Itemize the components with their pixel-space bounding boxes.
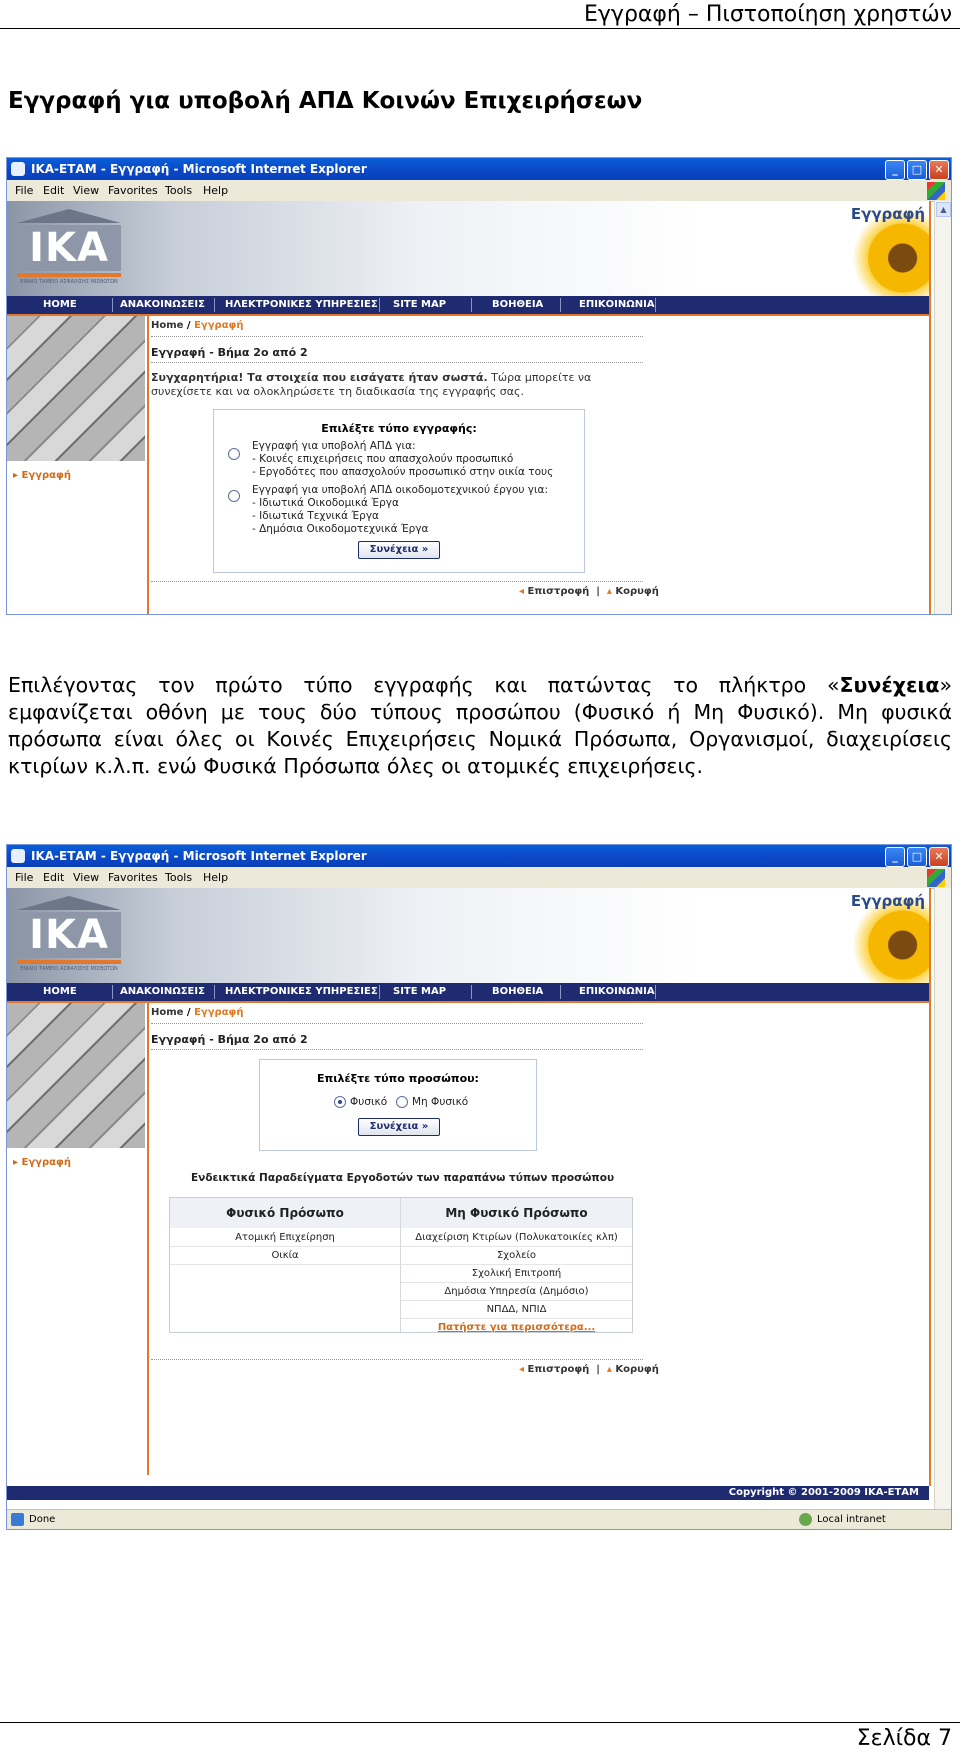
right-border: [929, 888, 931, 1486]
logo-stripe: [17, 273, 121, 277]
success-message-rest: Τώρα μπορείτε να συνεχίσετε και να ολοκληρώσετε τη διαδικασία της εγγραφής σας.: [151, 371, 592, 398]
copyright-bar: [7, 1486, 929, 1500]
nav-site-map[interactable]: SITE MAP: [393, 299, 447, 310]
side-link-registration[interactable]: ▸ Εγγραφή: [13, 470, 71, 481]
nav-help[interactable]: ΒΟΗΘΕΙΑ: [492, 299, 544, 310]
logo-text: IKA: [17, 225, 121, 271]
body-paragraph: Επιλέγοντας τον πρώτο τύπο εγγραφής και πατώντας το πλήκτρο «Συνέχεια» εμφανίζεται οθόνη με τους δύο τύπους προσώπου (Φυσικό ή Μη Φυσικό). Μη φυσικά πρόσωπα είναι όλες οι Κοινές Επιχειρήσεις Νομικά Πρόσωπα, Οργανισμοί, διαχειρίσεις κτιρίων κ.λ.π. ενώ Φυσικά Πρόσωπα όλες οι ατομικές επιχειρήσεις.: [8, 673, 952, 778]
title-bar: [7, 158, 951, 180]
menu-view[interactable]: View: [73, 871, 100, 884]
side-link-label: Εγγραφή: [21, 1157, 71, 1168]
more-link[interactable]: Πατήστε για περισσότερα...: [437, 1322, 596, 1333]
breadcrumb-current: Εγγραφή: [194, 320, 244, 331]
success-message: [151, 371, 651, 399]
menu-favorites[interactable]: Favorites: [108, 184, 158, 197]
divider: [151, 362, 643, 363]
right-border: [929, 201, 931, 614]
close-button[interactable]: ✕: [929, 847, 949, 867]
copyright-text: Copyright © 2001-2009 ΙΚΑ-ΕΤΑΜ: [728, 1487, 919, 1498]
minimize-button[interactable]: _: [885, 847, 905, 867]
window-title: ΙΚΑ-ΕΤΑΜ - Εγγραφή - Microsoft Internet Explorer: [31, 849, 367, 863]
menu-file[interactable]: File: [15, 871, 34, 884]
window-title: ΙΚΑ-ΕΤΑΜ - Εγγραφή - Microsoft Internet Explorer: [31, 162, 367, 176]
nav-home[interactable]: HOME: [43, 299, 77, 310]
breadcrumb-current: Εγγραφή: [194, 1007, 244, 1018]
divider: [151, 581, 643, 582]
registration-type-radio-2[interactable]: [228, 490, 240, 502]
table-cell: Οικία: [170, 1247, 400, 1265]
table-cell: Σχολική Επιτροπή: [401, 1265, 632, 1283]
page-done-icon: [11, 1513, 24, 1526]
footer-rule: [0, 1722, 960, 1723]
ie-app-icon: [11, 162, 25, 176]
person-type-label: Επιλέξτε τύπο προσώπου:: [317, 1072, 479, 1085]
menu-tools[interactable]: Tools: [165, 871, 193, 884]
logo-stripe: [17, 960, 121, 964]
ie-app-icon: [11, 849, 25, 863]
table-cell: Ατομική Επιχείρηση: [170, 1229, 400, 1247]
back-arrow-icon: ◂: [519, 1364, 525, 1375]
examples-title: Ενδεικτικά Παραδείγματα Εργοδοτών των παραπάνω τύπων προσώπου: [191, 1172, 615, 1184]
close-button[interactable]: ✕: [929, 160, 949, 180]
divider: [151, 336, 643, 337]
divider: [151, 1359, 643, 1360]
intranet-zone-icon: [799, 1513, 812, 1526]
keyboard-image: [7, 1003, 145, 1148]
maximize-button[interactable]: □: [907, 160, 927, 180]
menu-bar: [7, 180, 951, 202]
menu-view[interactable]: View: [73, 184, 100, 197]
menu-edit[interactable]: Edit: [43, 871, 65, 884]
title-bar: [7, 845, 951, 867]
browser-window-2: [6, 844, 952, 1530]
side-link-registration[interactable]: ▸ Εγγραφή: [13, 1157, 71, 1168]
document-header-text: Εγγραφή – Πιστοποίηση χρηστών: [584, 2, 952, 27]
vertical-scrollbar[interactable]: [934, 201, 951, 614]
continue-button[interactable]: Συνέχεια »: [358, 1118, 440, 1136]
breadcrumb: Home / Εγγραφή: [151, 320, 244, 331]
menu-favorites[interactable]: Favorites: [108, 871, 158, 884]
physical-person-label: Φυσικό: [350, 1096, 388, 1108]
divider: [151, 1049, 643, 1050]
nav-home[interactable]: HOME: [43, 986, 77, 997]
keyboard-image: [7, 316, 145, 461]
step-title: Εγγραφή - Βήμα 2ο από 2: [151, 1033, 308, 1046]
physical-person-radio[interactable]: [334, 1096, 346, 1108]
continue-keyword: Συνέχεια: [839, 673, 940, 697]
back-link[interactable]: ◂ Επιστροφή: [519, 586, 590, 597]
table-cell: Δημόσια Υπηρεσία (Δημόσιο): [401, 1283, 632, 1301]
breadcrumb-home[interactable]: Home: [151, 320, 184, 331]
windows-logo-icon: [927, 869, 945, 887]
header-title: Εγγραφή: [850, 892, 925, 910]
top-link[interactable]: ▴ Κορυφή: [606, 586, 659, 597]
side-link-label: Εγγραφή: [21, 470, 71, 481]
status-bar: [7, 1509, 951, 1529]
site-navbar: [7, 983, 929, 1003]
sidebar-divider: [147, 1003, 149, 1475]
logo-roof-icon: [17, 896, 121, 910]
top-link[interactable]: ▴ Κορυφή: [606, 1364, 659, 1375]
table-cell: Σχολείο: [401, 1247, 632, 1265]
registration-option-1: Εγγραφή για υποβολή ΑΠΔ για: - Κοινές επιχειρήσεις που απασχολούν προσωπικό - Εργοδότες που απασχολούν προσωπικό στην οικία τους: [252, 440, 554, 478]
success-message-bold: Συγχαρητήρια! Τα στοιχεία που εισάγατε ήταν σωστά.: [151, 371, 488, 384]
nav-site-map[interactable]: SITE MAP: [393, 986, 447, 997]
breadcrumb-home[interactable]: Home: [151, 1007, 184, 1018]
nonphysical-person-label: Μη Φυσικό: [412, 1096, 469, 1108]
scroll-up-icon[interactable]: ▲: [936, 202, 951, 217]
menu-tools[interactable]: Tools: [165, 184, 193, 197]
nav-help[interactable]: ΒΟΗΘΕΙΑ: [492, 986, 544, 997]
status-done: Done: [29, 1514, 56, 1525]
page-number: Σελίδα 7: [856, 1726, 952, 1751]
nav-e-services[interactable]: ΗΛΕΚΤΡΟΝΙΚΕΣ ΥΠΗΡΕΣΙΕΣ: [225, 299, 378, 310]
nonphysical-person-radio[interactable]: [396, 1096, 408, 1108]
registration-type-box: [213, 409, 585, 573]
column-header-nonphysical: Μη Φυσικό Πρόσωπο: [401, 1198, 632, 1228]
menu-help[interactable]: Help: [203, 871, 229, 884]
column-header-physical: Φυσικό Πρόσωπο: [170, 1198, 400, 1228]
nav-contact[interactable]: ΕΠΙΚΟΙΝΩΝΙΑ: [579, 299, 655, 310]
sidebar-divider: [147, 316, 149, 614]
breadcrumb: Home / Εγγραφή: [151, 1007, 244, 1018]
person-type-box: [259, 1059, 537, 1151]
registration-option-2: Εγγραφή για υποβολή ΑΠΔ οικοδομοτεχνικού έργου για: - Ιδιωτικά Οικοδομικά Έργα - Ιδιωτικά Τεχνικά Έργα - Δημόσια Οικοδομοτεχνικά Έργα: [252, 484, 549, 535]
logo-subtitle: ΕΝΙΑΙΟ ΤΑΜΕΙΟ ΑΣΦΑΛΙΣΗΣ ΜΙΣΘΩΤΩΝ: [20, 966, 118, 972]
header-title: Εγγραφή: [850, 205, 925, 223]
minimize-button[interactable]: _: [885, 160, 905, 180]
back-arrow-icon: ◂: [519, 586, 525, 597]
document-title: Εγγραφή για υποβολή ΑΠΔ Κοινών Επιχειρήσεων: [8, 88, 643, 114]
site-header: [7, 888, 929, 983]
menu-edit[interactable]: Edit: [43, 184, 65, 197]
up-arrow-icon: ▴: [606, 586, 612, 597]
menu-help[interactable]: Help: [203, 184, 229, 197]
examples-table: [169, 1197, 633, 1333]
nav-announcements[interactable]: ΑΝΑΚΟΙΝΩΣΕΙΣ: [120, 299, 205, 310]
menu-bar: [7, 867, 951, 889]
up-arrow-icon: ▴: [606, 1364, 612, 1375]
document-header: [0, 0, 960, 29]
table-cell: Διαχείριση Κτιρίων (Πολυκατοικίες κλπ): [401, 1229, 632, 1247]
browser-window-1: [6, 157, 952, 615]
site-header: [7, 201, 929, 296]
table-cell: ΝΠΔΔ, ΝΠΙΔ: [401, 1301, 632, 1319]
registration-type-radio-1[interactable]: [228, 448, 240, 460]
ika-logo[interactable]: [15, 209, 123, 287]
continue-button[interactable]: Συνέχεια »: [358, 541, 440, 559]
status-zone: Local intranet: [817, 1514, 886, 1525]
vertical-scrollbar[interactable]: [934, 888, 951, 1510]
nav-e-services[interactable]: ΗΛΕΚΤΡΟΝΙΚΕΣ ΥΠΗΡΕΣΙΕΣ: [225, 986, 378, 997]
ika-logo[interactable]: [15, 896, 123, 974]
page-footer-links: ◂ Επιστροφή | ▴ Κορυφή: [519, 1364, 659, 1375]
site-navbar: [7, 296, 929, 316]
divider: [151, 1023, 643, 1024]
back-link[interactable]: ◂ Επιστροφή: [519, 1364, 590, 1375]
logo-subtitle: ΕΝΙΑΙΟ ΤΑΜΕΙΟ ΑΣΦΑΛΙΣΗΣ ΜΙΣΘΩΤΩΝ: [20, 279, 118, 285]
menu-file[interactable]: File: [15, 184, 34, 197]
step-title: Εγγραφή - Βήμα 2ο από 2: [151, 346, 308, 359]
maximize-button[interactable]: □: [907, 847, 927, 867]
page-footer-links: ◂ Επιστροφή | ▴ Κορυφή: [519, 586, 659, 597]
windows-logo-icon: [927, 182, 945, 200]
registration-type-label: Επιλέξτε τύπο εγγραφής:: [321, 422, 477, 435]
logo-text: IKA: [17, 912, 121, 958]
nav-contact[interactable]: ΕΠΙΚΟΙΝΩΝΙΑ: [579, 986, 655, 997]
nav-announcements[interactable]: ΑΝΑΚΟΙΝΩΣΕΙΣ: [120, 986, 205, 997]
logo-roof-icon: [17, 209, 121, 223]
